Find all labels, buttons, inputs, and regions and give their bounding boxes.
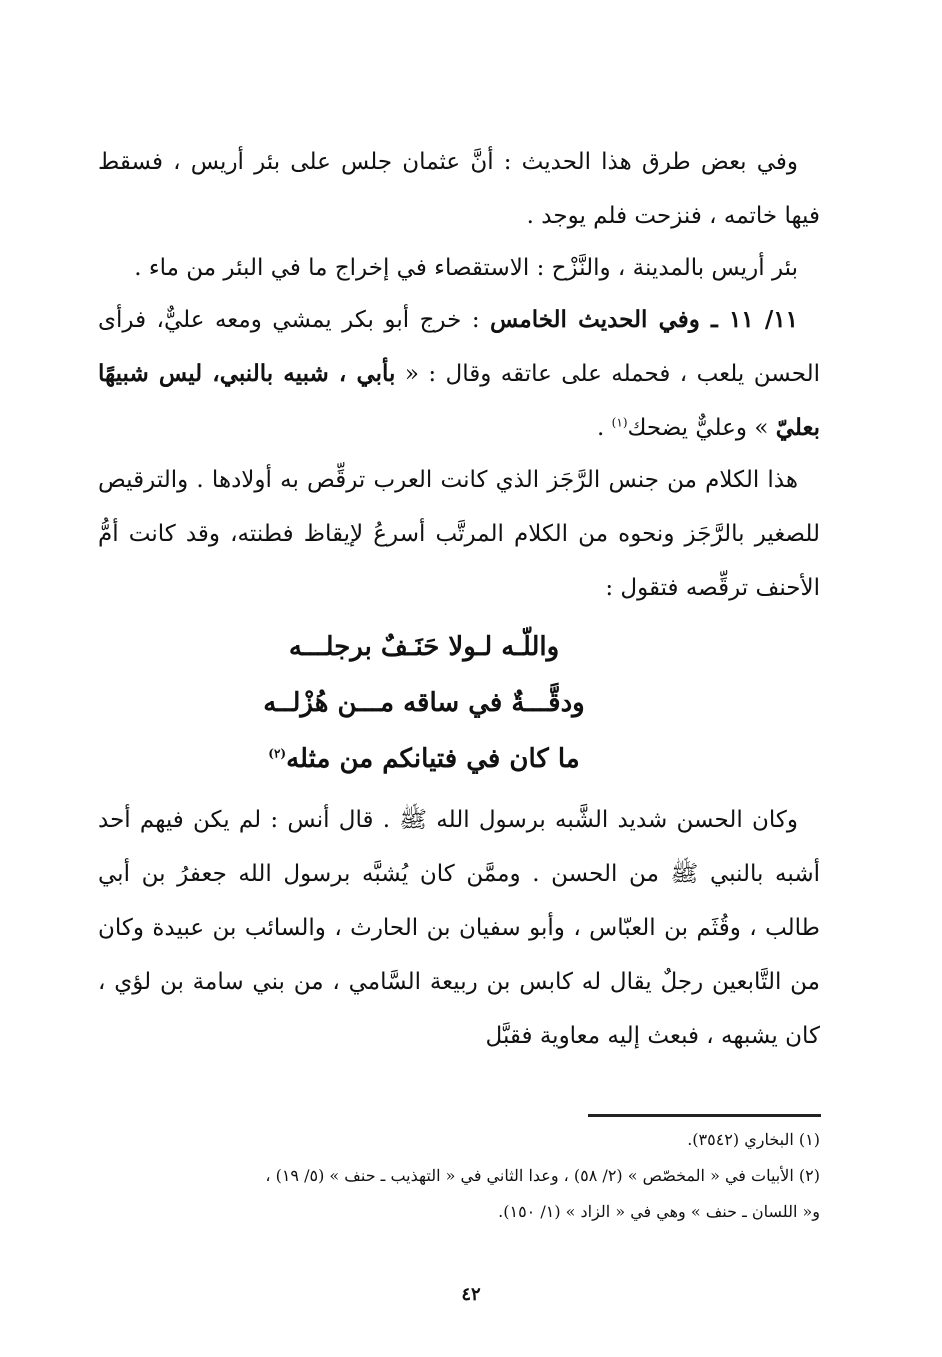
paragraph-5: وكان الحسن شديد الشَّبه برسول الله ﷺ . قال أنس : لم يكن فيهم أحد أشبه بالنبي ﷺ من الحسن . وممَّن كان يُشبَّه برسول الله جعفرُ بن أبي طالب ، وقُثَم بن العبّاس ، وأبو سفيان بن الحارث ، والسائب بن عبيدة وكان من التَّابعين رجلٌ يقال له كابس بن ربيعة السَّامي ، من بني سامة بن لؤي ، كان يشبهه ، فبعث إليه معاوية فقبَّل [98, 807, 820, 1049]
footnote-marker-1: (١) [611, 415, 628, 430]
footnote-divider [588, 1114, 821, 1117]
footnote-2-line-2: و« اللسان ـ حنف » وهي في « الزاد » (١/ ١٥٠). [498, 1202, 820, 1221]
poem-line-3-text: ما كان في فتيانكم من مثله [286, 744, 580, 774]
footnote-marker-2: (٢) [268, 746, 287, 761]
paragraph-1: وفي بعض طرق هذا الحديث : أنَّ عثمان جلس على بئر أريس ، فسقط فيها خاتمه ، فنزحت فلم يوجد . [98, 149, 820, 229]
poem-line-3 [98, 731, 750, 787]
hadith-text-part-3: . [597, 415, 612, 441]
footnotes-section [98, 1122, 820, 1230]
paragraph-2: بئر أريس بالمدينة ، والنَّزْح : الاستقصاء في إخراج ما في البئر من ماء . [134, 255, 798, 281]
footnote-1: (١) البخاري (٣٥٤٢). [687, 1130, 820, 1149]
main-text [98, 135, 820, 1063]
hadith-heading: ١١/ ١١ ـ وفي الحديث الخامس [490, 306, 798, 333]
poem-block [98, 619, 820, 787]
paragraph-3 [98, 293, 820, 455]
hadith-text-part-2: » وعليٌّ يضحك [627, 415, 776, 441]
page-number: ٤٢ [461, 1284, 481, 1305]
footnote-2-line-1: (٢) الأبيات في « المخصّص » (٢/ ٥٨) ، وعدا الثاني في « التهذيب ـ حنف » (٥/ ١٩) ، [265, 1166, 820, 1185]
paragraph-4: هذا الكلام من جنس الرَّجَز الذي كانت العرب ترقِّص به أولادها . والترقيص للصغير بالرَّجَز ونحوه من الكلام المرتَّب أسرعُ لإيقاظ فطنته، وقد كانت أمُّ الأحنف ترقِّصه فتقول : [98, 467, 820, 601]
poem-line-1: واللّـه لـولا حَنَـفٌ برجلـــه [288, 632, 560, 662]
hadith-quote: بأبي ، شبيه بالنبي، ليس شبيهًا بعليّ [98, 360, 820, 441]
poem-line-2: ودقَّـــةٌ في ساقه مـــن هُزْلــه [263, 688, 585, 718]
hadith-text-part-1: : خرج أبو بكر يمشي ومعه عليٌّ، فرأى الحسن يلعب ، فحمله على عاتقه وقال : « [98, 307, 820, 387]
